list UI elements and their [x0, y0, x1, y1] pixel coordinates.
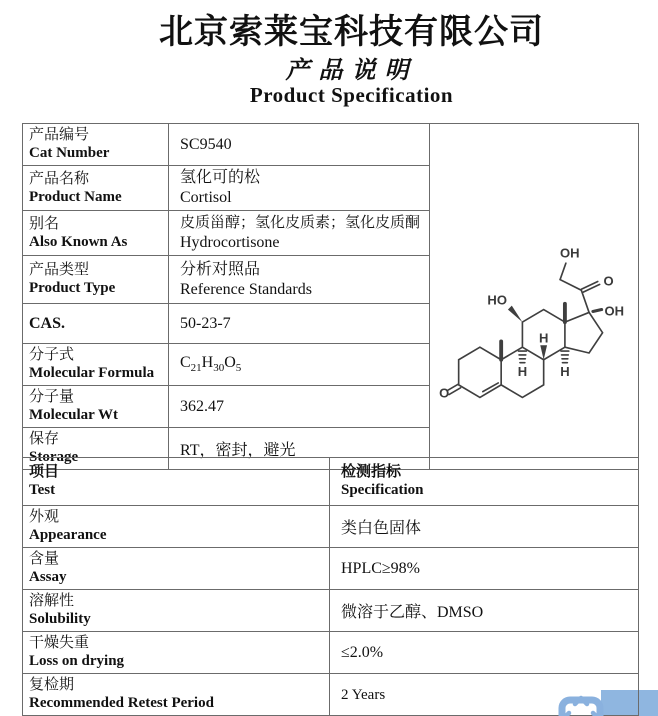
cas-label: CAS.	[29, 314, 66, 332]
h-c9-label: H	[517, 364, 528, 380]
product-info-table	[22, 123, 639, 470]
cortisol-structure-drawing	[435, 240, 633, 438]
formula-label-en: Molecular Formula	[29, 365, 155, 381]
ho-c11-label: HO	[487, 292, 507, 308]
product-name-label-cn: 产品名称	[29, 170, 90, 187]
formula-label-cn: 分子式	[29, 347, 75, 363]
storage-label-en: Storage	[29, 449, 79, 465]
row-cat-number	[23, 124, 639, 166]
molecular-formula-value	[180, 354, 242, 375]
formula-element: O	[224, 354, 236, 372]
oh-c17-label: OH	[604, 303, 625, 319]
assay-value: HPLC≥98%	[341, 559, 421, 577]
cat-number-value: SC9540	[180, 135, 232, 153]
lod-label-cn: 干燥失重	[29, 635, 90, 651]
doc-subtitle-en: Product Specification	[249, 83, 454, 107]
product-name-value-cn: 氢化可的松	[180, 169, 261, 186]
product-type-value-cn: 分析对照品	[180, 260, 261, 278]
spec-header-row	[23, 458, 639, 506]
retest-label-cn: 复检期	[29, 677, 75, 693]
solubility-label-cn: 溶解性	[29, 593, 75, 609]
spec-header-cn: 检测指标	[341, 464, 402, 480]
retest-label-en: Recommended Retest Period	[29, 695, 214, 711]
aka-label-cn: 别名	[29, 215, 60, 232]
lod-label-en: Loss on drying	[29, 653, 125, 669]
o-c3-label: O	[439, 385, 450, 401]
test-spec-table	[22, 457, 639, 716]
row-assay	[23, 548, 639, 590]
appearance-label-en: Appearance	[29, 527, 107, 543]
cas-value: 50-23-7	[180, 314, 231, 332]
assay-label-en: Assay	[29, 569, 67, 585]
product-type-value-en: Reference Standards	[180, 280, 312, 298]
storage-value: RT，密封，避光	[180, 442, 296, 459]
h-c14-label: H	[560, 364, 570, 380]
doc-subtitle-cn: 产品说明	[285, 58, 418, 84]
solubility-value: 微溶于乙醇、DMSO	[341, 604, 484, 621]
oh-top-label: OH	[559, 245, 580, 261]
o-c20-label: O	[603, 273, 614, 289]
structure-cell	[430, 124, 639, 470]
product-name-label-en: Product Name	[29, 188, 122, 205]
test-header-cn: 项目	[29, 464, 60, 480]
aka-label-en: Also Known As	[29, 233, 128, 250]
row-loss-on-drying	[23, 632, 639, 674]
mol-wt-label-en: Molecular Wt	[29, 407, 119, 423]
solubility-label-en: Solubility	[29, 611, 91, 627]
product-type-label-en: Product Type	[29, 280, 116, 296]
company-title: 北京索莱宝科技有限公司	[159, 14, 544, 51]
row-appearance	[23, 506, 639, 548]
solarbio-diamond-logo	[549, 687, 613, 716]
row-solubility	[23, 590, 639, 632]
aka-value-en: Hydrocortisone	[180, 234, 280, 251]
formula-element: C	[180, 354, 191, 372]
formula-subscript: 5	[235, 362, 242, 375]
diamond-logo-icon	[549, 687, 613, 716]
mol-wt-label-cn: 分子量	[29, 389, 75, 405]
lod-value: ≤2.0%	[341, 643, 384, 661]
product-type-label-cn: 产品类型	[29, 262, 90, 278]
assay-label-cn: 含量	[29, 551, 60, 567]
storage-label-cn: 保存	[29, 431, 60, 447]
retest-value: 2 Years	[341, 686, 386, 703]
cat-number-label-en: Cat Number	[29, 145, 110, 161]
aka-value-cn: 皮质甾醇；氢化皮质素；氢化皮质酮	[180, 215, 421, 231]
cat-number-label-cn: 产品编号	[29, 127, 90, 143]
formula-subscript: 21	[190, 362, 202, 375]
row-retest-period	[23, 674, 639, 716]
h-c8-label: H	[538, 330, 549, 346]
formula-element: H	[201, 354, 214, 372]
test-header-en: Test	[29, 482, 56, 498]
mol-wt-value: 362.47	[180, 397, 224, 415]
product-name-value-en: Cortisol	[180, 189, 232, 206]
appearance-label-cn: 外观	[29, 509, 60, 525]
appearance-value: 类白色固体	[341, 520, 422, 537]
spec-header-en: Specification	[341, 482, 424, 498]
formula-subscript: 30	[213, 362, 225, 375]
